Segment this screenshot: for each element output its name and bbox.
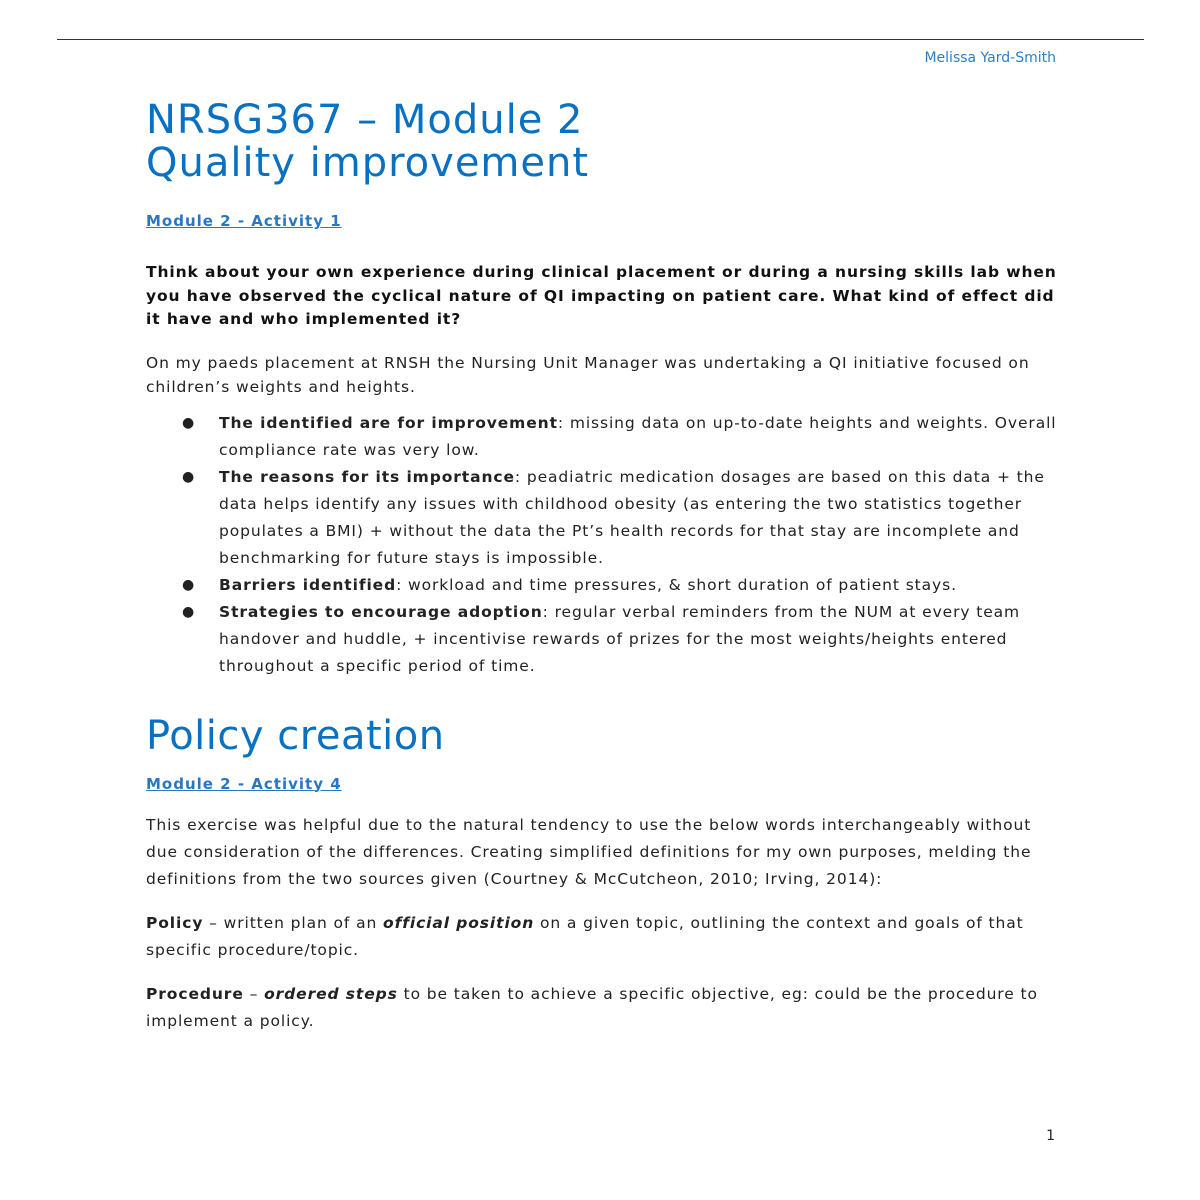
bullet-text: : workload and time pressures, & short duration of patient stays. bbox=[396, 575, 957, 594]
title-line-1: NRSG367 – Module 2 bbox=[146, 97, 584, 143]
qi-bullet-list bbox=[146, 410, 1061, 680]
list-item bbox=[182, 599, 1061, 680]
list-item bbox=[182, 464, 1061, 572]
policy-heading: Policy creation bbox=[146, 712, 445, 759]
activity-1-link[interactable]: Module 2 - Activity 1 bbox=[146, 212, 342, 230]
procedure-post: to be taken to achieve a specific objective, eg: could be the procedure to implement a policy. bbox=[146, 985, 1038, 1031]
bullet-label: Barriers identified bbox=[219, 575, 397, 594]
list-item bbox=[182, 572, 1061, 599]
title-line-2: Quality improvement bbox=[146, 140, 590, 186]
policy-emphasis: official position bbox=[383, 914, 535, 933]
activity-4-link[interactable]: Module 2 - Activity 4 bbox=[146, 774, 342, 793]
bullet-icon: ● bbox=[182, 414, 196, 431]
header-rule bbox=[57, 39, 1144, 40]
activity-1-question: Think about your own experience during clinical placement or during a nursing skills lab when you have observed the cyclical nature of QI impacting on patient care. What kind of effect did it have and who implemented it? bbox=[146, 263, 1057, 328]
page-number: 1 bbox=[1046, 1128, 1055, 1144]
bullet-text: : missing data on up-to-date heights and weights. Overall compliance rate was very low. bbox=[219, 413, 1057, 459]
procedure-emphasis: ordered steps bbox=[264, 985, 398, 1004]
policy-post: on a given topic, outlining the context and goals of that specific procedure/topic. bbox=[146, 914, 1024, 960]
bullet-icon: ● bbox=[182, 576, 196, 593]
activity-1-intro: On my paeds placement at RNSH the Nursing Unit Manager was undertaking a QI initiative focused on children’s weights and heights. bbox=[146, 353, 1030, 396]
bullet-label: The reasons for its importance bbox=[219, 467, 515, 486]
list-item bbox=[182, 410, 1061, 464]
bullet-icon: ● bbox=[182, 468, 196, 485]
procedure-definition bbox=[146, 981, 1061, 1035]
document-body bbox=[146, 99, 1061, 1035]
bullet-label: Strategies to encourage adoption bbox=[219, 602, 543, 621]
procedure-pre: – bbox=[243, 985, 265, 1004]
policy-pre: – written plan of an bbox=[203, 914, 384, 933]
bullet-icon: ● bbox=[182, 603, 196, 620]
exercise-paragraph: This exercise was helpful due to the natural tendency to use the below words interchangeably without due consideration of the differences. Creating simplified definitions for my own purposes, melding the definitions from the two sources given (Courtney & McCutcheon, 2010; Irving, 2014): bbox=[146, 815, 1032, 889]
document-title bbox=[146, 99, 1061, 185]
bullet-text: : peadiatric medication dosages are based on this data + the data helps identify any issues with childhood obesity (as entering the two statistics together populates a BMI) + without the data the Pt’s health records for that stay are incomplete and benchmarking for future stays is impossible. bbox=[219, 467, 1045, 567]
policy-definition bbox=[146, 910, 1061, 964]
bullet-label: The identified are for improvement bbox=[219, 413, 558, 432]
policy-term: Policy bbox=[146, 914, 204, 933]
bullet-text: : regular verbal reminders from the NUM at every team handover and huddle, + incentivise rewards of prizes for the most weights/heights entered throughout a specific period of time. bbox=[219, 602, 1021, 675]
procedure-term: Procedure bbox=[146, 985, 244, 1004]
header-author: Melissa Yard-Smith bbox=[924, 50, 1056, 66]
